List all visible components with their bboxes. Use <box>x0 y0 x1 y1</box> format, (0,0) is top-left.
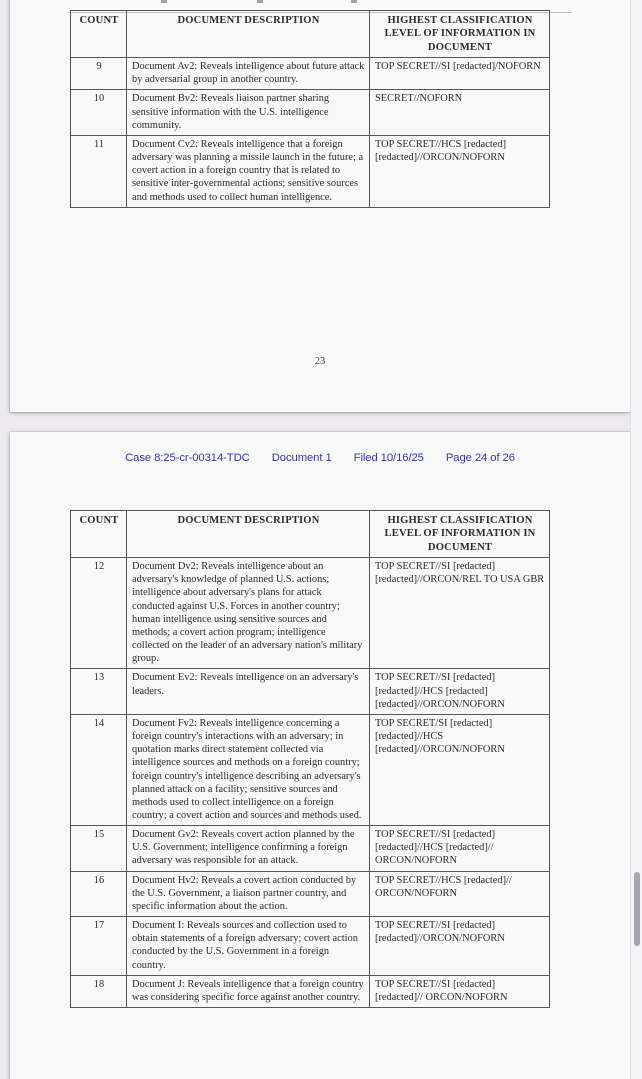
table-header-row <box>71 11 550 58</box>
table-row <box>71 917 550 976</box>
cell-description: Document Av2: Reveals intelligence about future attack by adversarial group in another country. <box>127 58 370 90</box>
scan-artifact-dot <box>351 0 357 3</box>
table-row <box>71 558 550 669</box>
cell-count: 11 <box>71 135 127 207</box>
cell-classification: TOP SECRET/SI [redacted] [redacted]//HCS [redacted]//ORCON/NOFORN <box>370 714 550 825</box>
cell-count: 16 <box>71 871 127 916</box>
table-row <box>71 714 550 825</box>
cell-description: Document Cv2: Reveals intelligence that a foreign adversary was planning a missile launch in the future; a covert action in a foreign country that is related to sensitive inter-governmental actions; sensitive sources and methods used to collect human intelligence. <box>127 135 370 207</box>
column-header-description: DOCUMENT DESCRIPTION <box>127 511 370 558</box>
classified-documents-table <box>70 10 550 208</box>
column-header-count: COUNT <box>71 511 127 558</box>
column-header-classification: HIGHEST CLASSIFICATION LEVEL OF INFORMATION IN DOCUMENT <box>370 511 550 558</box>
cell-classification: SECRET//NOFORN <box>370 90 550 135</box>
cell-count: 13 <box>71 669 127 714</box>
scan-artifact-dot <box>161 0 167 3</box>
cell-count: 12 <box>71 558 127 669</box>
table-row <box>71 871 550 916</box>
cell-count: 17 <box>71 917 127 976</box>
column-header-classification: HIGHEST CLASSIFICATION LEVEL OF INFORMATION IN DOCUMENT <box>370 11 550 58</box>
ecf-page-number: Page 24 of 26 <box>445 452 515 464</box>
column-header-count: COUNT <box>71 11 127 58</box>
cell-description: Document I: Reveals sources and collection used to obtain statements of a foreign adversary; covert action conducted by the U.S. Government in a foreign country. <box>127 917 370 976</box>
column-header-description: DOCUMENT DESCRIPTION <box>127 11 370 58</box>
table-header-row <box>71 511 550 558</box>
cell-classification: TOP SECRET//SI [redacted] [redacted]//HCS [redacted] [redacted]//ORCON/NOFORN <box>370 669 550 714</box>
cell-count: 10 <box>71 90 127 135</box>
cell-count: 14 <box>71 714 127 825</box>
cell-description: Document Ev2: Reveals intelligence on an adversary's leaders. <box>127 669 370 714</box>
cell-classification: TOP SECRET//HCS [redacted] [redacted]//ORCON/NOFORN <box>370 135 550 207</box>
cell-classification: TOP SECRET//SI [redacted] [redacted]//ORCON/REL TO USA GBR <box>370 558 550 669</box>
cell-classification: TOP SECRET//SI [redacted] [redacted]// ORCON/NOFORN <box>370 975 550 1007</box>
cell-classification: TOP SECRET//SI [redacted] [redacted]//HCS [redacted]// ORCON/NOFORN <box>370 826 550 871</box>
page-number-23: 23 <box>314 356 326 367</box>
scan-artifact-dot <box>257 0 263 3</box>
cell-description: Document Gv2: Reveals covert action planned by the U.S. Government; intelligence confirming a foreign adversary was responsible for an attack. <box>127 826 370 871</box>
table-row <box>71 135 550 207</box>
document-page-24 <box>10 432 630 1079</box>
cell-classification: TOP SECRET//SI [redacted] [redacted]//ORCON/NOFORN <box>370 917 550 976</box>
cell-count: 9 <box>71 58 127 90</box>
table-row <box>71 90 550 135</box>
ecf-filed-date: Filed 10/16/25 <box>353 452 424 464</box>
ecf-document-number: Document 1 <box>271 452 332 464</box>
cell-description: Document J: Reveals intelligence that a foreign country was considering specific force against another country. <box>127 975 370 1007</box>
cell-description: Document Dv2: Reveals intelligence about an adversary's knowledge of planned U.S. actions; intelligence about adversary's plans for attack conducted against U.S. Forces in another country; human intelligence using sensitive sources and methods; a covert action program; intelligence collected on the leader of an adversary nation's military group. <box>127 558 370 669</box>
table-row <box>71 826 550 871</box>
classified-documents-table <box>70 510 550 1008</box>
cell-count: 15 <box>71 826 127 871</box>
cell-classification: TOP SECRET//SI [redacted]/NOFORN <box>370 58 550 90</box>
ecf-case-number: Case 8:25-cr-00314-TDC <box>125 452 250 464</box>
cell-description: Document Bv2: Reveals liaison partner sharing sensitive information with the U.S. intelligence community. <box>127 90 370 135</box>
cell-description: Document Hv2: Reveals a covert action conducted by the U.S. Government, a liaison partner country, and specific information about the action. <box>127 871 370 916</box>
cell-count: 18 <box>71 975 127 1007</box>
table-row <box>71 975 550 1007</box>
cell-description: Document Fv2: Reveals intelligence concerning a foreign country's interactions with an adversary; in quotation marks direct statement collected via intelligence sources and methods on a foreign country; foreign country's intelligence describing an adversary's planned attack on a facility; sensitive sources and methods used to collect intelligence on a foreign country; a covert action and sources and methods used. <box>127 714 370 825</box>
vertical-scrollbar-track[interactable] <box>630 0 642 1079</box>
ecf-case-header <box>10 452 630 464</box>
table-row <box>71 669 550 714</box>
vertical-scrollbar-thumb[interactable] <box>634 872 640 946</box>
table-row <box>71 58 550 90</box>
document-page-23 <box>10 0 630 412</box>
cell-classification: TOP SECRET//HCS [redacted]// ORCON/NOFORN <box>370 871 550 916</box>
